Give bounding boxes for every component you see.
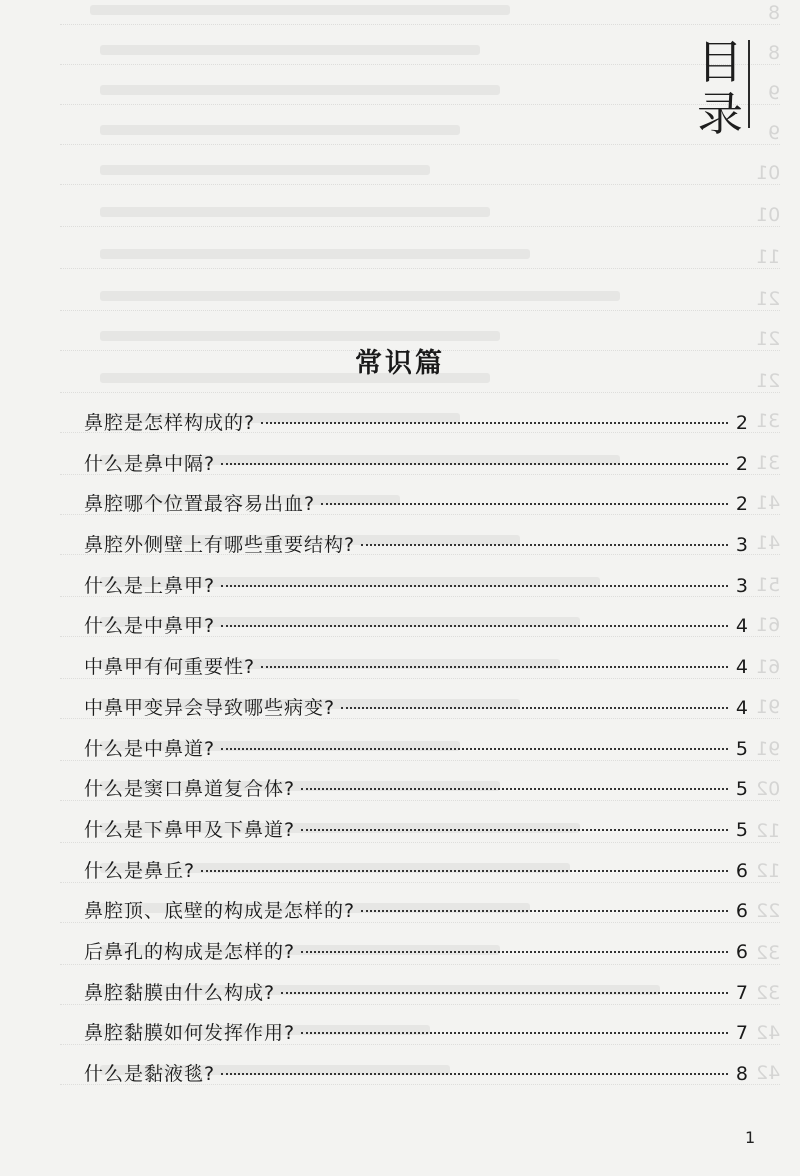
toc-entry[interactable] bbox=[84, 571, 748, 612]
toc-entry-title: 什么是中鼻道? bbox=[84, 737, 216, 760]
toc-entry-page: 5 bbox=[735, 818, 748, 841]
title-divider bbox=[748, 40, 750, 128]
dot-leader bbox=[301, 788, 728, 790]
toc-entry[interactable] bbox=[84, 815, 748, 856]
toc-entry-title: 什么是窦口鼻道复合体? bbox=[84, 778, 296, 801]
toc-entry-page: 3 bbox=[735, 534, 748, 557]
toc-entry-title: 鼻腔顶、底壁的构成是怎样的? bbox=[84, 900, 356, 923]
toc-entry-page: 6 bbox=[735, 900, 748, 923]
toc-entry-page: 7 bbox=[735, 981, 748, 1004]
toc-entry[interactable] bbox=[84, 449, 748, 490]
toc-entry[interactable] bbox=[84, 856, 748, 897]
toc-entry[interactable] bbox=[84, 1059, 748, 1100]
toc-entry[interactable] bbox=[84, 652, 748, 693]
toc-entry-page: 6 bbox=[735, 940, 748, 963]
toc-entry[interactable] bbox=[84, 408, 748, 449]
toc-entry-title: 鼻腔黏膜由什么构成? bbox=[84, 981, 276, 1004]
dot-leader bbox=[221, 585, 728, 587]
toc-entry[interactable] bbox=[84, 774, 748, 815]
toc-entry-page: 2 bbox=[735, 452, 748, 475]
dot-leader bbox=[341, 707, 728, 709]
toc-entry-page: 5 bbox=[735, 737, 748, 760]
dot-leader bbox=[221, 1073, 728, 1075]
toc-entry-title: 鼻腔是怎样构成的? bbox=[84, 412, 256, 434]
toc-entry-title: 后鼻孔的构成是怎样的? bbox=[84, 940, 296, 963]
toc-entry-title: 中鼻甲有何重要性? bbox=[84, 656, 256, 679]
toc-entry-title: 鼻腔黏膜如何发挥作用? bbox=[84, 1022, 296, 1045]
toc-entry-title: 什么是上鼻甲? bbox=[84, 574, 216, 597]
toc-entry-title: 什么是下鼻甲及下鼻道? bbox=[84, 818, 296, 841]
toc-entry[interactable] bbox=[84, 489, 748, 530]
toc-entry-page: 8 bbox=[735, 1063, 748, 1085]
toc-entry-page: 5 bbox=[735, 778, 748, 801]
toc-entry[interactable] bbox=[84, 530, 748, 571]
toc-entry-page: 7 bbox=[735, 1022, 748, 1045]
dot-leader bbox=[261, 422, 728, 424]
toc-entry-page: 2 bbox=[735, 493, 748, 516]
dot-leader bbox=[321, 503, 728, 505]
dot-leader bbox=[281, 992, 728, 994]
toc-entry-page: 4 bbox=[735, 656, 748, 679]
toc-entry[interactable] bbox=[84, 978, 748, 1019]
toc-entry-title: 鼻腔哪个位置最容易出血? bbox=[84, 493, 316, 516]
dot-leader bbox=[361, 910, 728, 912]
toc-entry[interactable] bbox=[84, 611, 748, 652]
dot-leader bbox=[261, 666, 728, 668]
toc-entry[interactable] bbox=[84, 896, 748, 937]
page-number: 1 bbox=[745, 1128, 756, 1147]
toc-entry-title: 什么是黏液毯? bbox=[84, 1063, 216, 1085]
dot-leader bbox=[301, 829, 728, 831]
dot-leader bbox=[221, 463, 728, 465]
toc-entry-title: 中鼻甲变异会导致哪些病变? bbox=[84, 696, 336, 719]
dot-leader bbox=[301, 1032, 728, 1034]
dot-leader bbox=[361, 544, 728, 546]
dot-leader bbox=[221, 625, 728, 627]
toc-entry-title: 鼻腔外侧壁上有哪些重要结构? bbox=[84, 534, 356, 557]
toc-entry-title: 什么是中鼻甲? bbox=[84, 615, 216, 638]
section-heading: 常识篇 bbox=[355, 348, 445, 379]
toc-entry[interactable] bbox=[84, 937, 748, 978]
toc-title: 目录 bbox=[697, 35, 743, 141]
toc-entry-page: 3 bbox=[735, 574, 748, 597]
toc-entry-page: 4 bbox=[735, 615, 748, 638]
show-through-background: 8 8 9 9 01 01 11 21 21 21 31 31 41 41 51 61 61 91 91 02 12 12 22 32 32 42 42 bbox=[0, 0, 800, 1176]
dot-leader bbox=[201, 870, 728, 872]
toc-list bbox=[84, 408, 748, 1100]
dot-leader bbox=[301, 951, 728, 953]
toc-entry[interactable] bbox=[84, 734, 748, 775]
toc-entry[interactable] bbox=[84, 1018, 748, 1059]
toc-entry-page: 2 bbox=[735, 412, 748, 434]
toc-entry-title: 什么是鼻中隔? bbox=[84, 452, 216, 475]
toc-entry-page: 4 bbox=[735, 696, 748, 719]
dot-leader bbox=[221, 748, 728, 750]
toc-entry-page: 6 bbox=[735, 859, 748, 882]
toc-entry-title: 什么是鼻丘? bbox=[84, 859, 196, 882]
toc-entry[interactable] bbox=[84, 693, 748, 734]
